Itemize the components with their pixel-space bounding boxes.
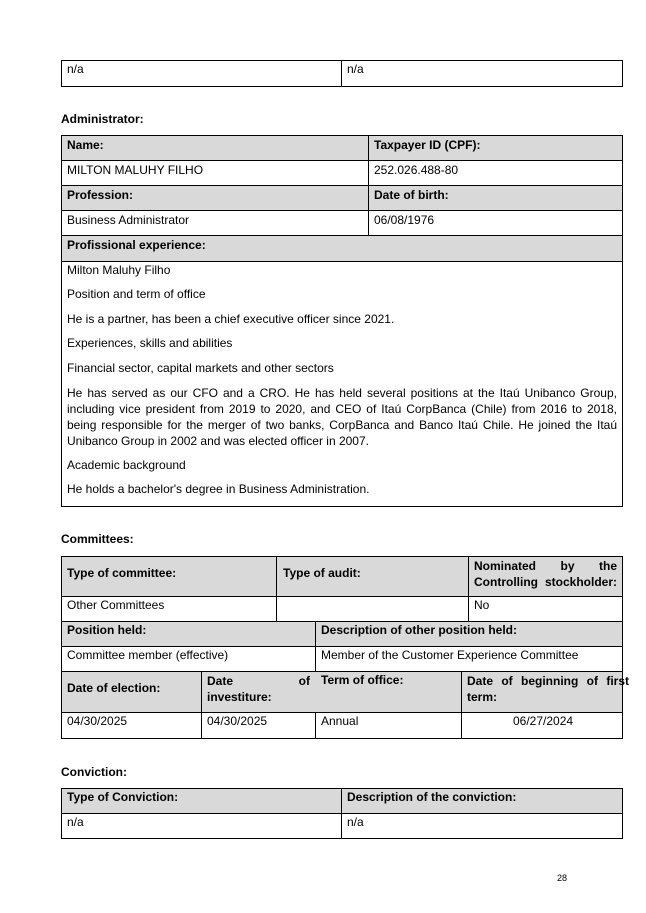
experience-line-name: Milton Maluhy Filho [67, 263, 171, 277]
dob-label: Date of birth: [374, 188, 449, 202]
description-label: Description of other position held: [321, 623, 517, 637]
name-label: Name: [67, 138, 104, 152]
administrator-title: Administrator: [61, 112, 144, 126]
experience-label: Profissional experience: [67, 238, 206, 252]
name-value: MILTON MALUHY FILHO [67, 163, 204, 177]
election-label: Date of election: [67, 681, 161, 695]
page-number: 28 [557, 873, 568, 883]
name-label-cell [62, 136, 368, 160]
profession-value: Business Administrator [67, 213, 190, 227]
type-committee-label: Type of committee: [67, 566, 177, 580]
investiture-label: Date of investiture: [207, 674, 310, 704]
type-committee-value: Other Committees [67, 598, 165, 612]
cpf-value: 252.026.488-80 [374, 163, 459, 177]
term-value: Annual [321, 714, 359, 728]
description-value: Member of the Customer Experience Committee [321, 648, 579, 662]
experience-line-position: He is a partner, has been a chief executive officer since 2021. [67, 312, 395, 326]
conviction-divider [341, 788, 342, 839]
conviction-value-row [61, 813, 623, 839]
top-table-left-value: n/a [67, 62, 84, 76]
nominated-label: Nominated by the Controlling stockholder: [474, 559, 617, 589]
term-label: Term of office: [321, 673, 404, 687]
first-term-value: 06/27/2024 [513, 714, 574, 728]
first-term-label: Date of beginning of first term: [467, 674, 629, 704]
investiture-value: 04/30/2025 [207, 714, 268, 728]
profession-label: Profession: [67, 188, 134, 202]
position-label: Position held: [67, 623, 147, 637]
experience-line-academic-heading: Academic background [67, 458, 186, 472]
position-value: Committee member (effective) [67, 648, 229, 662]
admin-hline-3 [62, 210, 622, 211]
nominated-value: No [474, 598, 490, 612]
experience-line-position-heading: Position and term of office [67, 287, 206, 301]
type-audit-label: Type of audit: [283, 566, 361, 580]
conviction-type-value: n/a [67, 815, 84, 829]
top-table [61, 60, 623, 87]
experience-line-skills-heading: Experiences, skills and abilities [67, 336, 233, 350]
election-value: 04/30/2025 [67, 714, 128, 728]
conviction-title: Conviction: [61, 765, 127, 779]
cpf-label: Taxpayer ID (CPF): [374, 138, 481, 152]
dob-value: 06/08/1976 [374, 213, 435, 227]
conviction-type-label: Type of Conviction: [67, 790, 179, 804]
conviction-description-label: Description of the conviction: [347, 790, 517, 804]
experience-paragraph: He has served as our CFO and a CRO. He has held several positions at the Itaú Unibanco Group, including vice president from 2019 to 2020, and CEO of Itaú CorpBanca (Chile) from 2016 to 2018, being responsible for the merger of two banks, CorpBanca and Banco Itaú Chile. He joined the Itaú Unibanco Group in 2002 and was elected officer in 2007. [67, 386, 617, 448]
committees-title: Committees: [61, 532, 134, 546]
conviction-description-value: n/a [347, 815, 364, 829]
admin-hline-1 [62, 160, 622, 161]
top-table-divider [341, 60, 342, 87]
admin-hline-5 [62, 261, 622, 262]
top-table-right-value: n/a [347, 62, 364, 76]
experience-line-sectors: Financial sector, capital markets and other sectors [67, 361, 334, 375]
experience-line-academic: He holds a bachelor's degree in Business Administration. [67, 482, 370, 496]
